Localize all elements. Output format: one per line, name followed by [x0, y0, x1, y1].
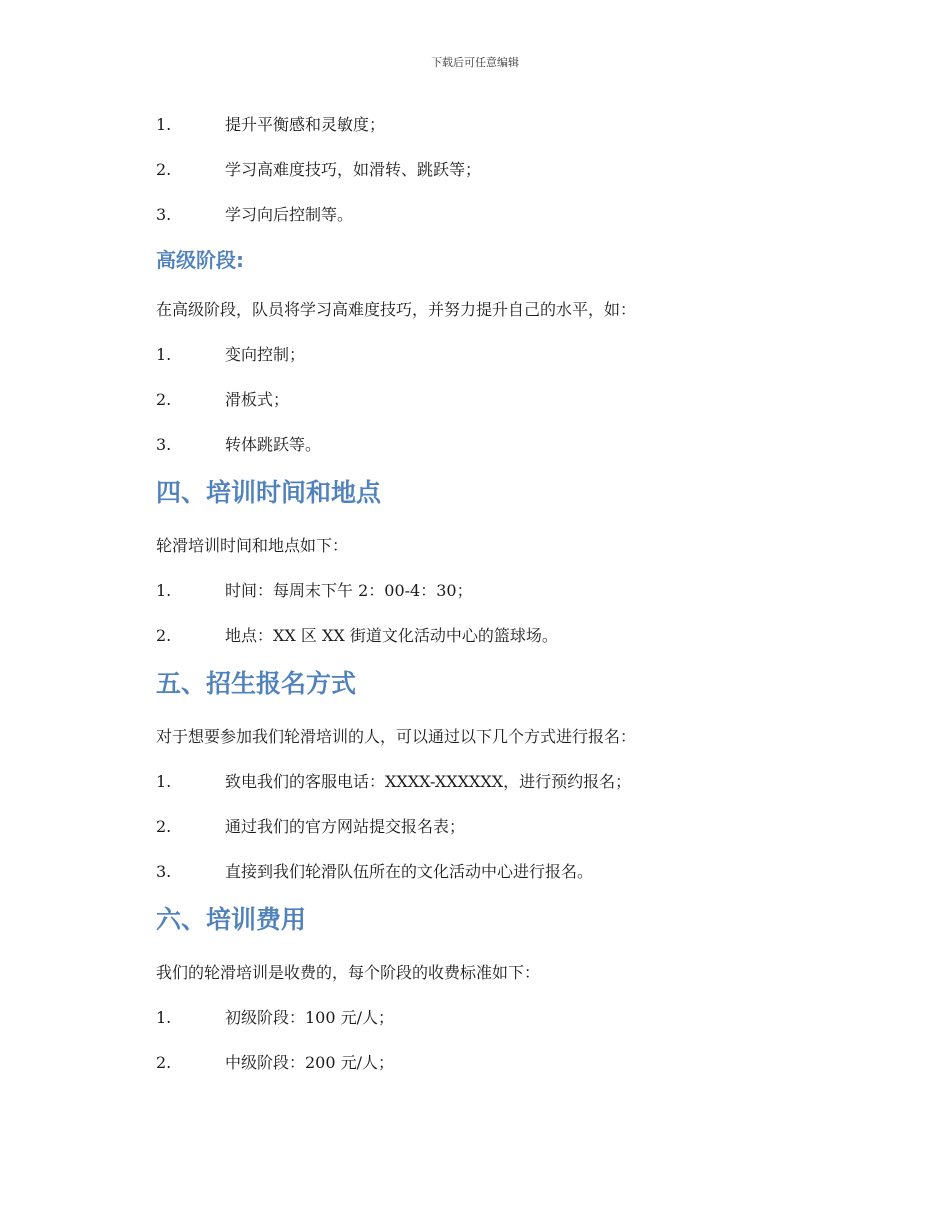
list-item-number: 2. [156, 160, 172, 179]
list-item-number: 3. [156, 435, 172, 454]
list-item-text: 地点：XX 区 XX 街道文化活动中心的篮球场。 [225, 626, 558, 645]
section4-intro: 轮滑培训时间和地点如下： [156, 536, 349, 555]
list-item-number: 2. [156, 1053, 172, 1072]
list-item-number: 1. [156, 115, 172, 134]
section6-intro: 我们的轮滑培训是收费的，每个阶段的收费标准如下： [156, 963, 541, 982]
list-item-number: 1. [156, 772, 172, 791]
list-item-text: 直接到我们轮滑队伍所在的文化活动中心进行报名。 [225, 862, 594, 881]
list-item-text: 滑板式； [225, 390, 290, 409]
list-item-number: 1. [156, 1008, 172, 1027]
list-item-text: 中级阶段：200 元/人； [225, 1053, 395, 1072]
list-item-text: 学习高难度技巧，如滑转、跳跃等； [225, 160, 482, 179]
list-item-number: 2. [156, 817, 172, 836]
section-heading-enrollment: 五、招生报名方式 [156, 669, 357, 698]
list-item-text: 变向控制； [225, 345, 306, 364]
list-item-number: 2. [156, 626, 172, 645]
list-item-number: 3. [156, 862, 172, 881]
section5-intro: 对于想要参加我们轮滑培训的人，可以通过以下几个方式进行报名： [156, 727, 637, 746]
advanced-intro: 在高级阶段，队员将学习高难度技巧，并努力提升自己的水平，如： [156, 300, 637, 319]
list-item-number: 1. [156, 581, 172, 600]
list-item-text: 转体跳跃等。 [225, 435, 322, 454]
advanced-stage-heading: 高级阶段: [156, 248, 244, 272]
page-header: 下载后可任意编辑 [431, 56, 519, 69]
list-item-text: 初级阶段：100 元/人； [225, 1008, 395, 1027]
section-heading-fees: 六、培训费用 [156, 905, 307, 934]
list-item-text: 提升平衡感和灵敏度； [225, 115, 386, 134]
section-heading-time-location: 四、培训时间和地点 [156, 478, 382, 507]
list-item-text: 通过我们的官方网站提交报名表； [225, 817, 466, 836]
list-item-text: 时间：每周末下午 2：00-4：30； [225, 581, 473, 600]
list-item-text: 致电我们的客服电话：XXXX-XXXXXX，进行预约报名； [225, 772, 632, 791]
list-item-number: 2. [156, 390, 172, 409]
list-item-text: 学习向后控制等。 [225, 205, 354, 224]
list-item-number: 1. [156, 345, 172, 364]
list-item-number: 3. [156, 205, 172, 224]
